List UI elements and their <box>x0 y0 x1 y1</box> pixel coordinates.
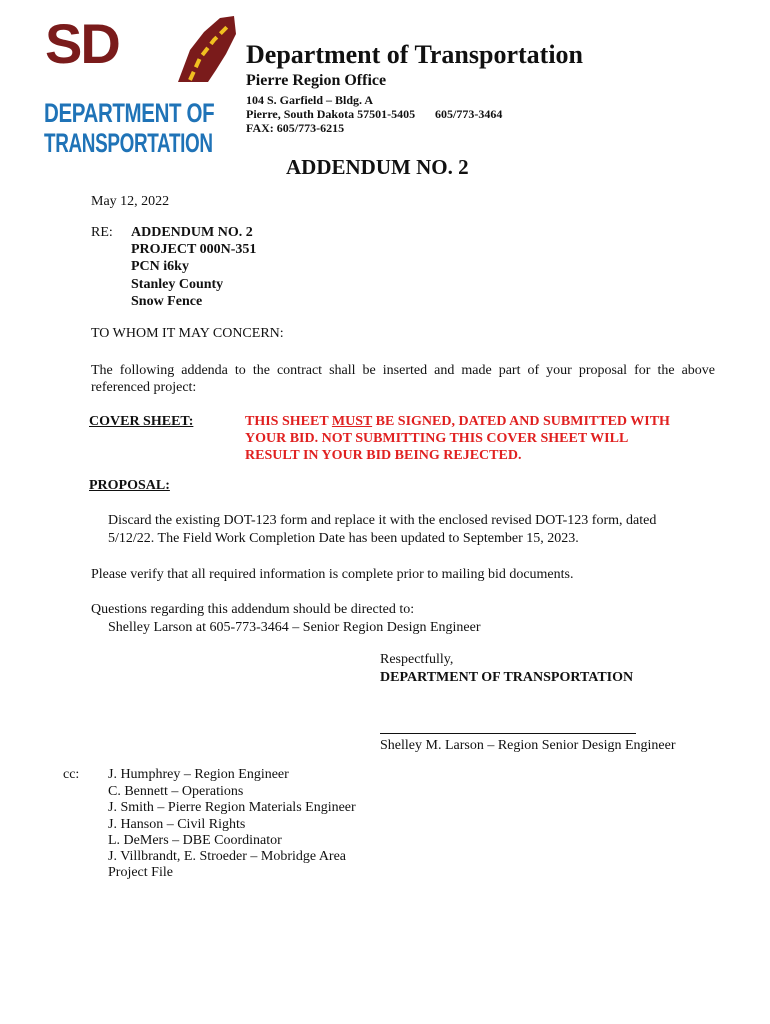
cc-recipient: J. Smith – Pierre Region Materials Engineer <box>108 800 356 815</box>
address-line-1: 104 S. Garfield – Bldg. A <box>246 93 374 107</box>
intro-paragraph <box>91 362 715 396</box>
cc-recipient: C. Bennett – Operations <box>108 784 244 799</box>
cover-sheet-warning-line-3: RESULT IN YOUR BID BEING REJECTED. <box>245 448 522 463</box>
re-line-subject: Snow Fence <box>131 294 203 309</box>
logo-initials: SD <box>45 12 119 75</box>
re-line-county: Stanley County <box>131 277 224 292</box>
letter-date: May 12, 2022 <box>91 194 170 209</box>
document-title: ADDENDUM NO. 2 <box>286 155 469 179</box>
closing-respectfully: Respectfully, <box>380 652 454 667</box>
verify-note: Please verify that all required information is complete prior to mailing bid documents. <box>91 567 574 582</box>
proposal-label: PROPOSAL: <box>89 478 170 493</box>
warning-pre: THIS SHEET <box>245 414 332 429</box>
logo-line-department: DEPARTMENT OF <box>44 98 215 128</box>
road-map-icon <box>170 14 240 84</box>
region-office: Pierre Region Office <box>246 72 387 89</box>
cover-sheet-warning-line-2: YOUR BID. NOT SUBMITTING THIS COVER SHEET WILL <box>245 431 629 446</box>
phone-number: 605/773-3464 <box>435 107 503 121</box>
re-line-project: PROJECT 000N-351 <box>131 242 257 257</box>
questions-contact: Shelley Larson at 605-773-3464 – Senior Region Design Engineer <box>108 620 481 635</box>
re-label: RE: <box>91 225 113 240</box>
proposal-line-2: 5/12/22. The Field Work Completion Date has been updated to September 15, 2023. <box>108 531 579 546</box>
proposal-line-1: Discard the existing DOT-123 form and replace it with the enclosed revised DOT-123 form, dated <box>108 513 657 528</box>
closing-org: DEPARTMENT OF TRANSPORTATION <box>380 670 634 685</box>
cc-recipient: Project File <box>108 865 173 880</box>
cc-recipient: J. Hanson – Civil Rights <box>108 817 246 832</box>
signature-line <box>380 733 636 734</box>
questions-line-1: Questions regarding this addendum should be directed to: <box>91 602 415 617</box>
signer-name: Shelley M. Larson – Region Senior Design Engineer <box>380 738 676 753</box>
address-line-2: Pierre, South Dakota 57501-5405 <box>246 107 416 121</box>
fax-number: FAX: 605/773-6215 <box>246 121 345 135</box>
warning-emphasis: MUST <box>331 414 373 429</box>
re-line-addendum: ADDENDUM NO. 2 <box>131 225 253 240</box>
re-line-pcn: PCN i6ky <box>131 259 189 274</box>
cc-recipient: J. Humphrey – Region Engineer <box>108 767 289 782</box>
logo-line-transportation: TRANSPORTATION <box>44 128 213 158</box>
cover-sheet-label: COVER SHEET: <box>89 414 194 429</box>
warning-post: BE SIGNED, DATED AND SUBMITTED WITH <box>372 414 670 429</box>
cc-recipient: L. DeMers – DBE Coordinator <box>108 833 282 848</box>
cc-recipient: J. Villbrandt, E. Stroeder – Mobridge Area <box>108 849 347 864</box>
cc-label: cc: <box>63 767 80 782</box>
cover-sheet-warning-line-1 <box>245 413 670 430</box>
salutation: TO WHOM IT MAY CONCERN: <box>91 326 284 341</box>
intro-line-1: The following addenda to the contract shall be inserted and made part of your proposal for the above <box>91 363 715 378</box>
sddot-logo <box>42 14 238 160</box>
department-title: Department of Transportation <box>246 40 584 69</box>
intro-line-2: referenced project: <box>91 380 197 395</box>
